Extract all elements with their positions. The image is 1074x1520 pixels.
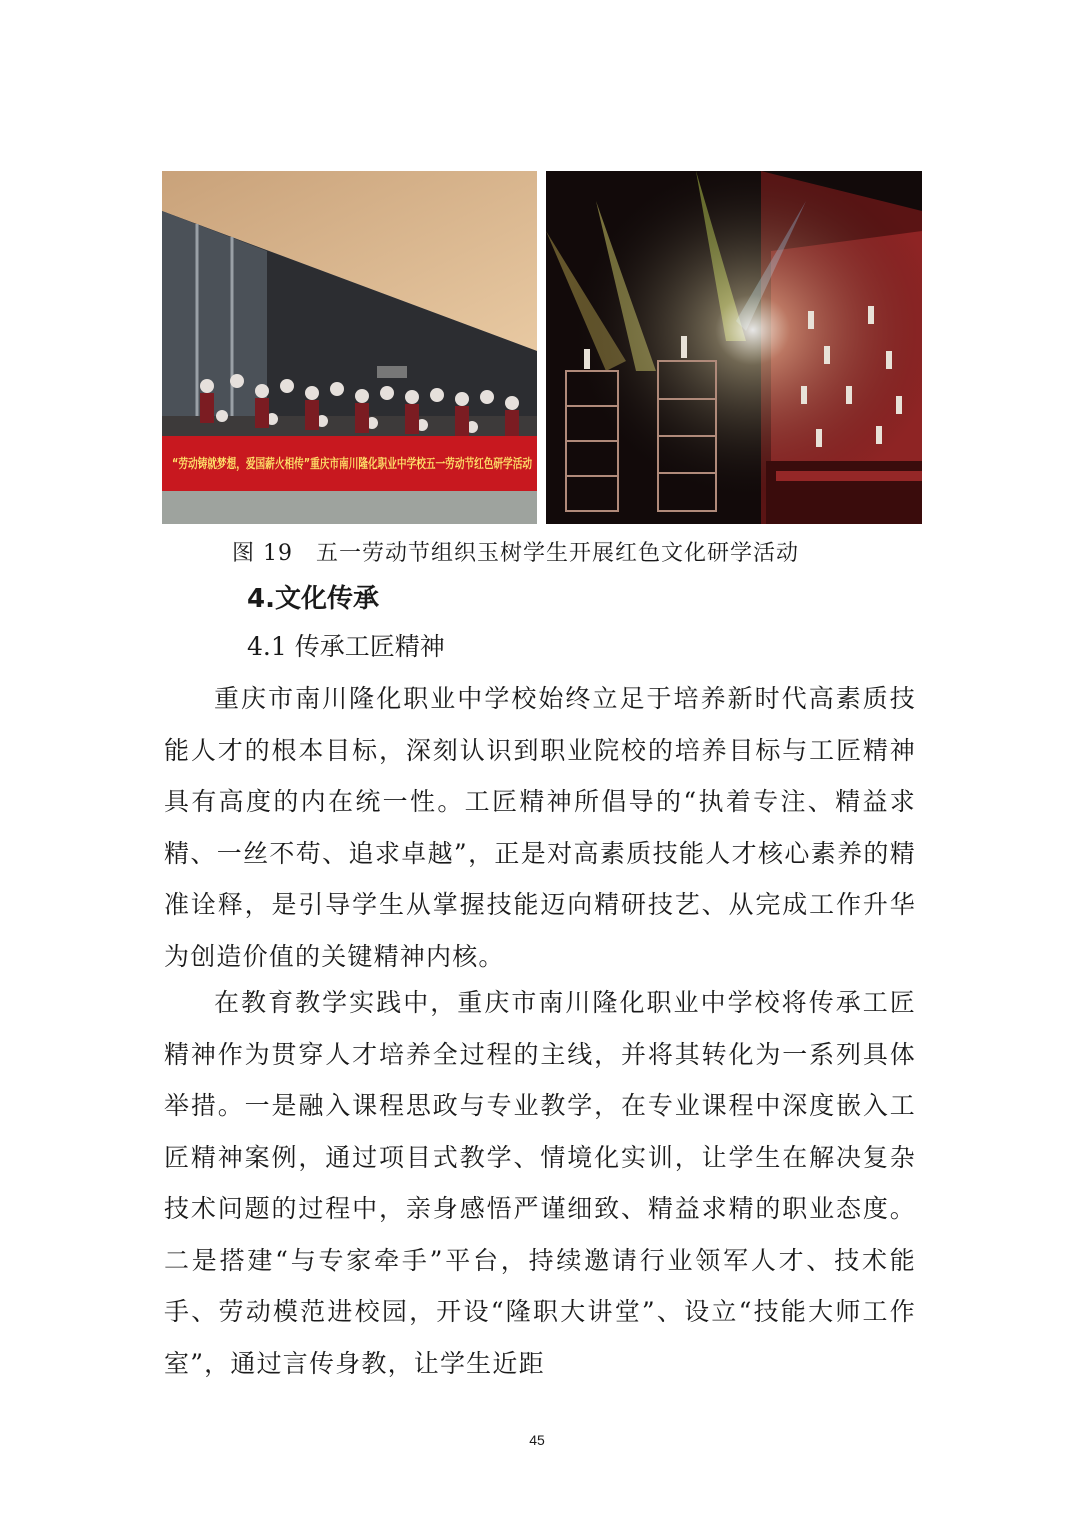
banner-text: “劳动铸就梦想，爱国薪火相传”重庆市南川隆化职业中学校五一劳动节红色研学活动 xyxy=(172,457,658,472)
section-heading: 4.文化传承 xyxy=(247,584,379,614)
paragraph: 在教育教学实践中，重庆市南川隆化职业中学校将传承工匠精神作为贯穿人才培养全过程的主线，并将其转化为一系列具体举措。一是融入课程思政与专业教学，在专业课程中深度嵌入工匠精神案例，通过项目式教学、情境化实训，让学生在解决复杂技术问题的过程中，亲身感悟严谨细致、精益求精的职业态度。二是搭建“与专家牵手”平台，持续邀请行业领军人才、技术能手、劳动模范进校园，开设“隆职大讲堂”、设立“技能大师工作室”，通过言传身教，让学生近距 xyxy=(164,988,916,1378)
group-photo xyxy=(162,171,658,524)
page-number: 45 xyxy=(529,1432,545,1448)
stage-photo xyxy=(546,171,922,524)
section-subheading: 4.1 传承工匠精神 xyxy=(247,632,445,661)
figure-caption: 图 19 五一劳动节组织玉树学生开展红色文化研学活动 xyxy=(232,541,799,566)
paragraph: 重庆市南川隆化职业中学校始终立足于培养新时代高素质技能人才的根本目标，深刻认识到职业院校的培养目标与工匠精神具有高度的内在统一性。工匠精神所倡导的“执着专注、精益求精、一丝不苟、追求卓越”，正是对高素质技能人才核心素养的精准诠释，是引导学生从掌握技能迈向精研技艺、从完成工作升华为创造价值的关键精神内核。 xyxy=(164,684,916,971)
